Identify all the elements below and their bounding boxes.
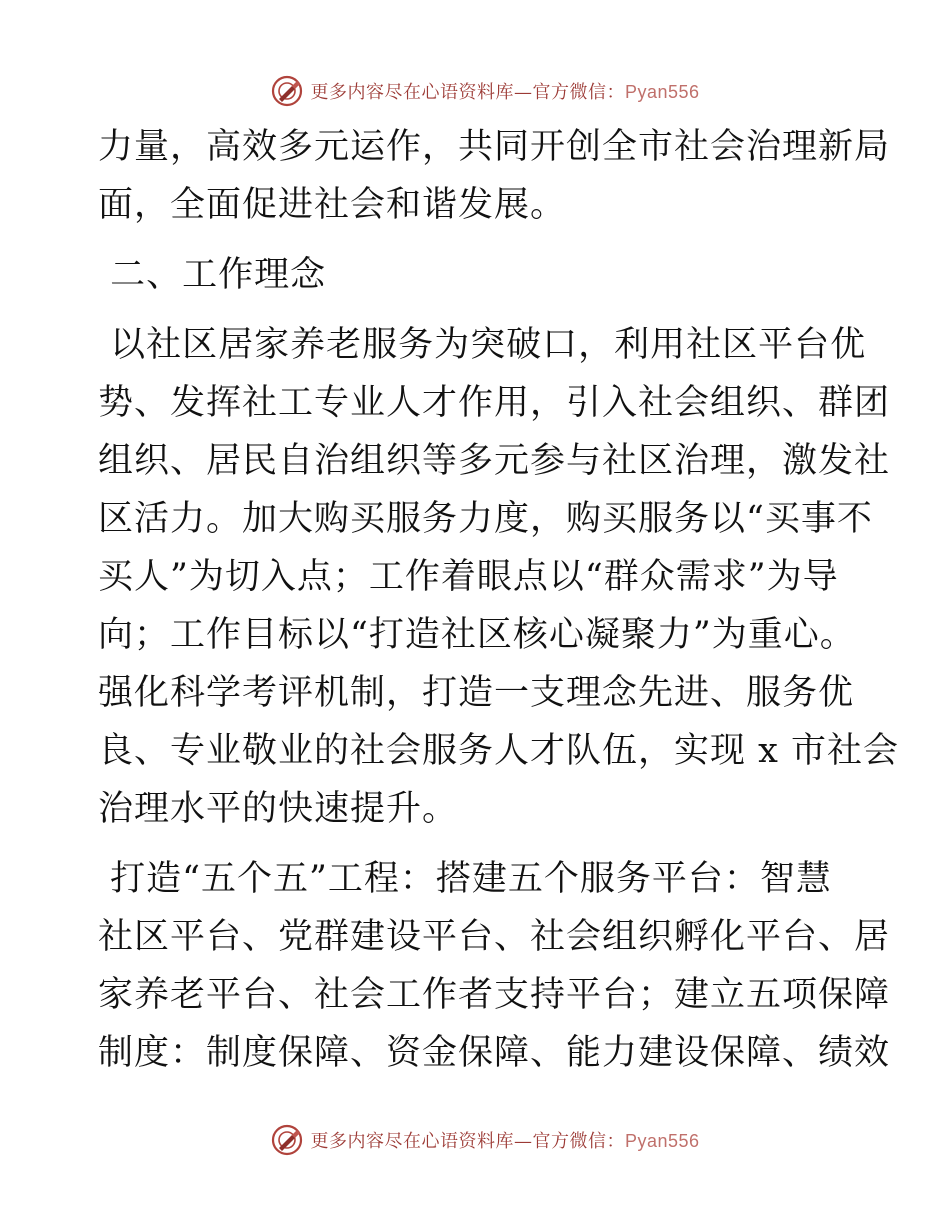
heading-line: 二、工作理念 (98, 255, 327, 295)
header-banner-text (310, 78, 699, 104)
footer-banner-text (310, 1127, 699, 1153)
footer-banner (0, 1120, 950, 1160)
footer-banner-dash: — (513, 1131, 533, 1152)
document-body (98, 118, 899, 1082)
text-line: 力量，高效多元运作，共同开创全市社会治理新局 (98, 127, 891, 167)
paragraph (98, 118, 891, 234)
text-line: 区活力。加大购买服务力度，购买服务以“买事不 (98, 499, 873, 539)
text-line: 打造“五个五”工程：搭建五个服务平台：智慧 (98, 859, 832, 899)
text-line: 强化科学考评机制，打造一支理念先进、服务优 (98, 673, 855, 713)
paragraph (98, 850, 891, 1082)
header-banner-title: 更多内容尽在心语资料库 (310, 82, 514, 103)
footer-banner-title: 更多内容尽在心语资料库 (310, 1131, 514, 1152)
header-banner-wechat-id: Pyan556 (624, 82, 700, 102)
footer-banner-wechat-label: 官方微信： (532, 1131, 625, 1152)
paragraph (98, 316, 899, 838)
pen-logo-icon (270, 1123, 304, 1157)
text-line: 买人”为切入点；工作着眼点以“群众需求”为导 (98, 557, 839, 597)
text-line: 良、专业敬业的社会服务人才队伍，实现 x 市社会 (98, 731, 899, 771)
section-heading (98, 246, 850, 304)
text-line: 治理水平的快速提升。 (98, 789, 459, 829)
text-line: 制度：制度保障、资金保障、能力建设保障、绩效 (98, 1033, 891, 1073)
text-line: 面，全面促进社会和谐发展。 (98, 185, 567, 225)
text-line: 社区平台、党群建设平台、社会组织孵化平台、居 (98, 917, 891, 957)
footer-banner-content (270, 1123, 699, 1157)
pen-logo-icon (270, 74, 304, 108)
footer-banner-wechat-id: Pyan556 (624, 1131, 700, 1151)
text-line: 家养老平台、社会工作者支持平台；建立五项保障 (98, 975, 891, 1015)
text-line: 以社区居家养老服务为突破口，利用社区平台优 (98, 325, 867, 365)
header-banner (0, 71, 950, 111)
text-line: 向；工作目标以“打造社区核心凝聚力”为重心。 (98, 615, 856, 655)
header-banner-wechat-label: 官方微信： (532, 82, 625, 103)
header-banner-dash: — (513, 82, 533, 103)
header-banner-content (270, 74, 699, 108)
text-line: 势、发挥社工专业人才作用，引入社会组织、群团 (98, 383, 891, 423)
text-line: 组织、居民自治组织等多元参与社区治理，激发社 (98, 441, 891, 481)
